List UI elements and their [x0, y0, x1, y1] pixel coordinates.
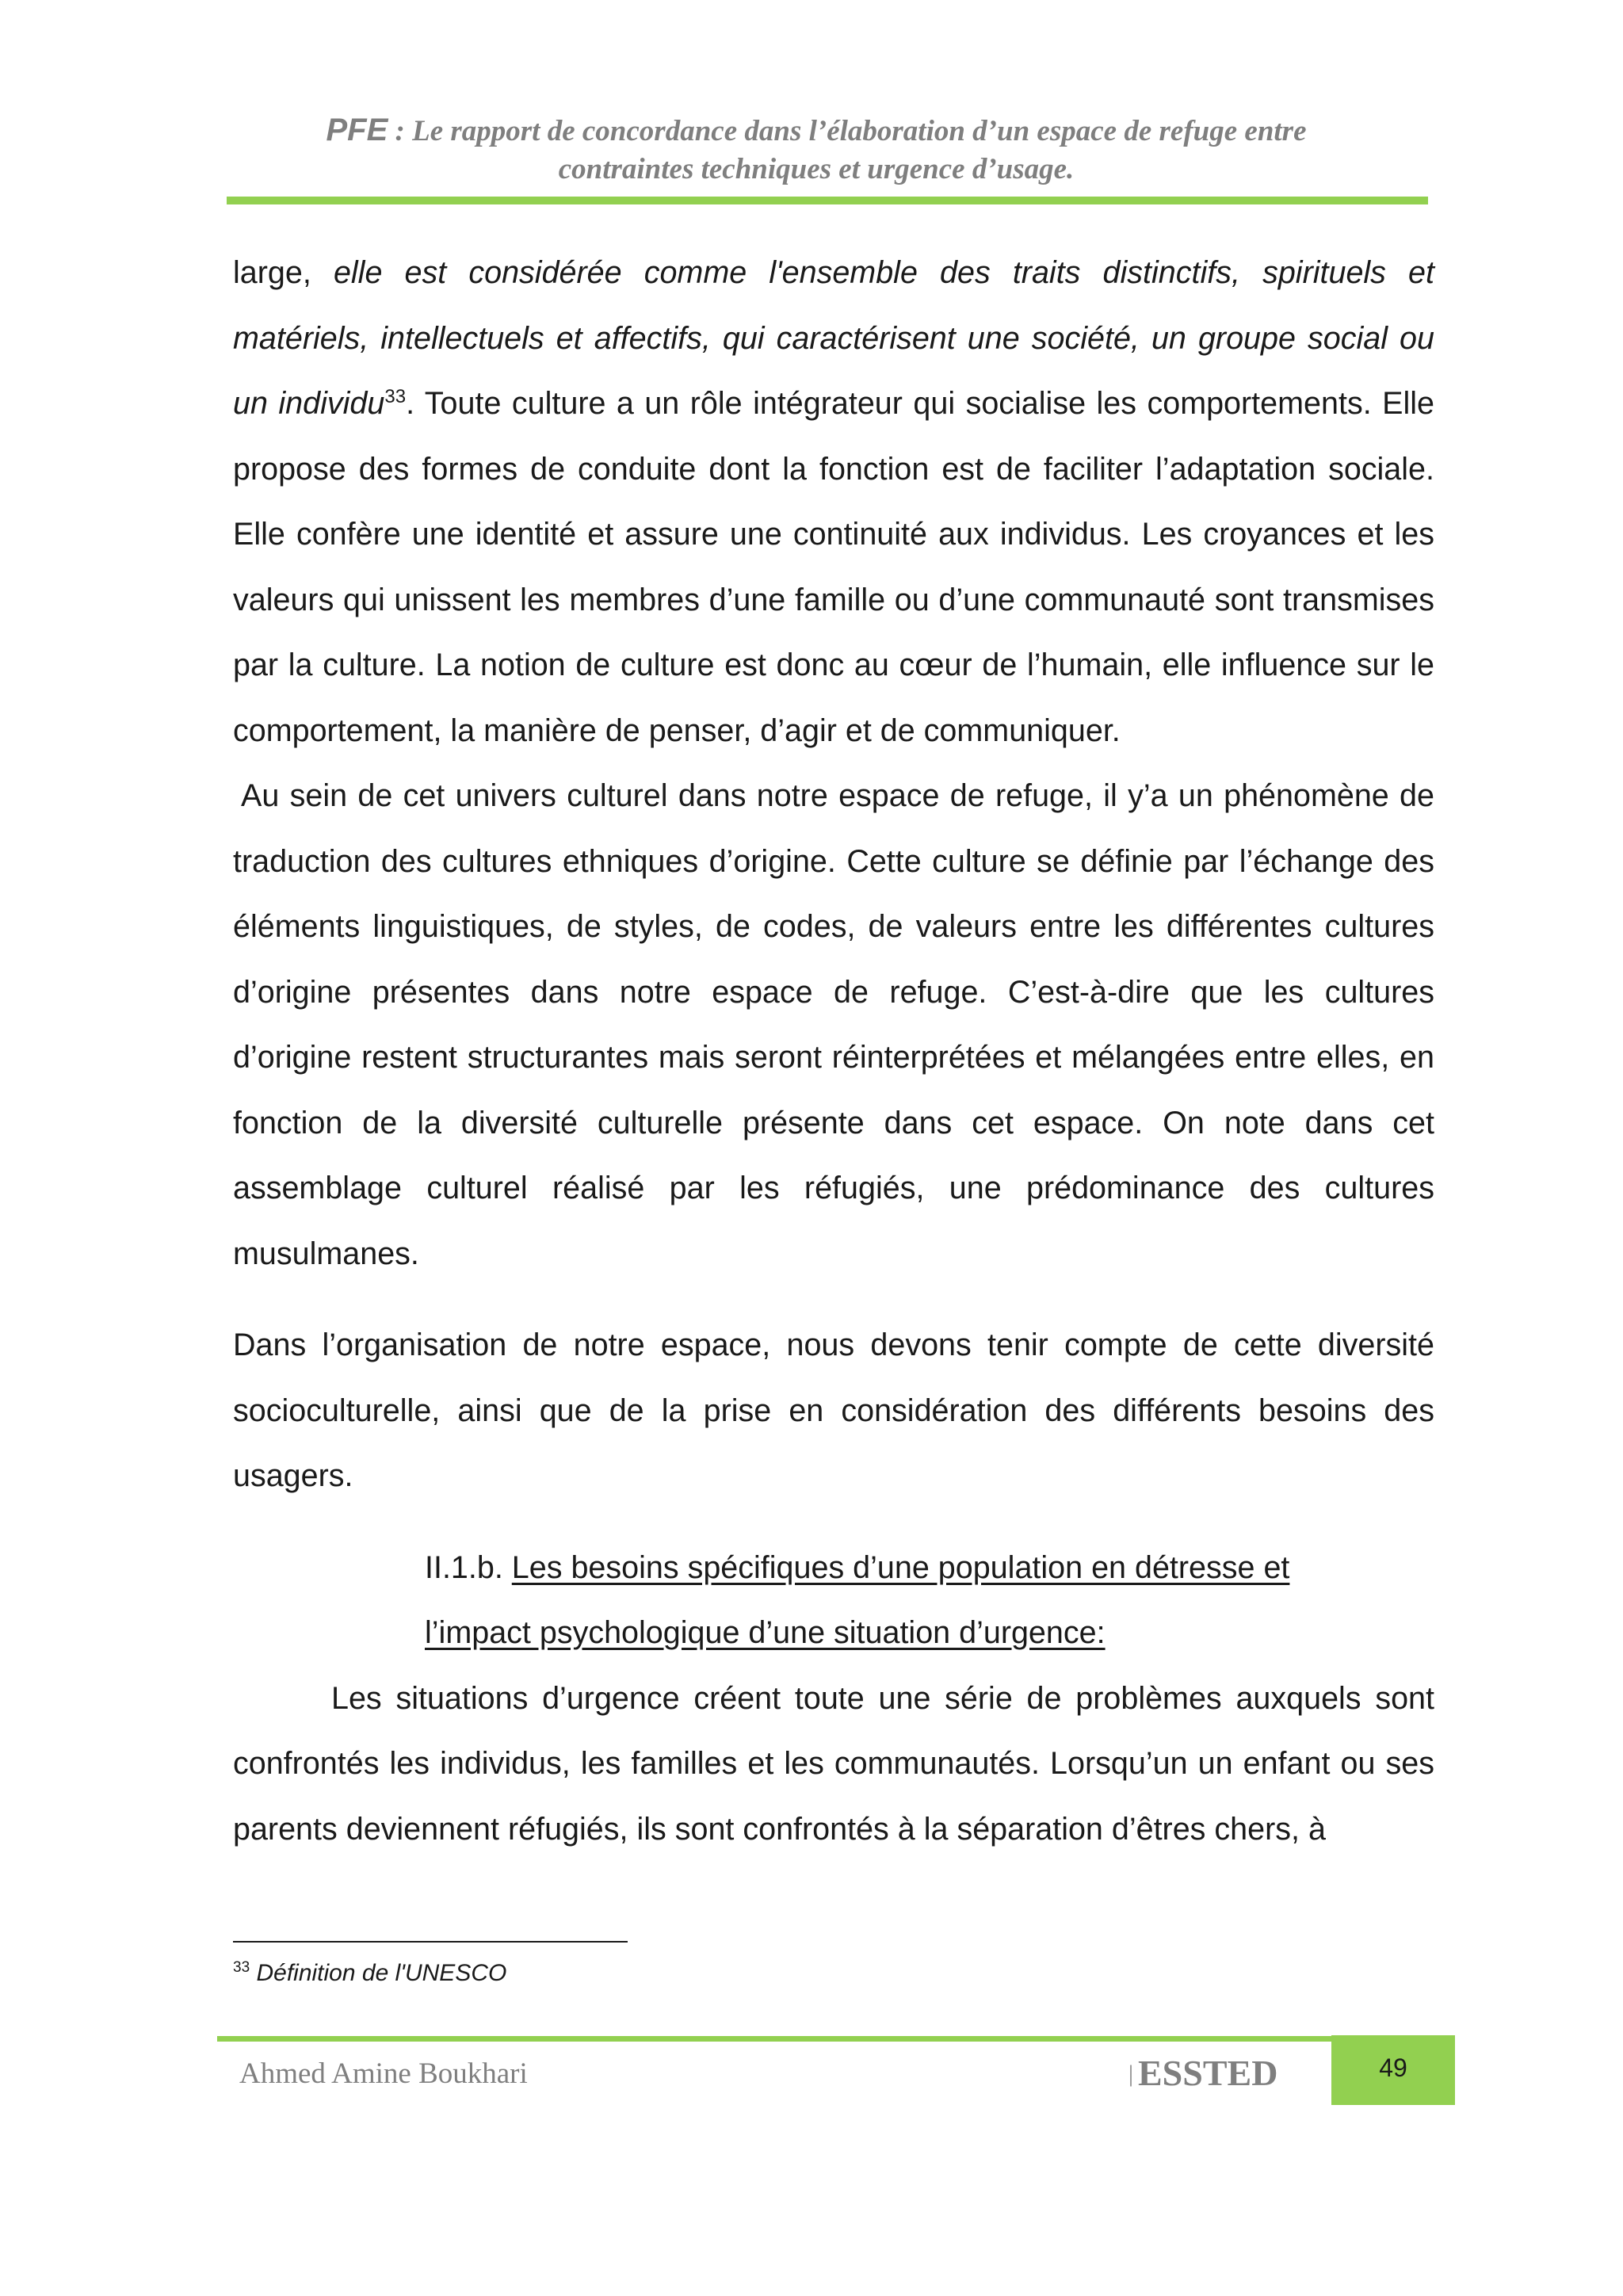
footnote-text: Définition de l'UNESCO — [250, 1960, 507, 1986]
footer-author: Ahmed Amine Boukhari — [239, 2057, 528, 2090]
paragraph-2: Au sein de cet univers culturel dans notre espace de refuge, il y’a un phénomène de traduction des cultures ethniques d’origine. Cette culture se définie par l’échange des éléments linguistiques, de styles, de codes, de valeurs entre les différentes cultures d’origine présentes dans notre espace de refuge. C’est-à-dire que les cultures d’origine restent structurantes mais seront réinterprétées et mélangées entre elles, en fonction de la diversité culturelle présente dans cet espace. On note dans cet assemblage culturel réalisé par les réfugiés, une prédominance des cultures musulmanes. — [233, 778, 1434, 1271]
footer-school: ESSTED — [1138, 2053, 1278, 2093]
header-rule — [227, 197, 1428, 204]
section-subheading — [233, 1535, 1434, 1666]
footnote — [233, 1958, 506, 1989]
header-title-part-1: : Le rapport de concordance dans l’élaboration d’un espace de refuge entre — [388, 115, 1307, 147]
body-text — [233, 240, 1434, 1862]
footer-separator: | — [1128, 2061, 1134, 2087]
header-pfe: PFE — [326, 113, 388, 147]
subheading-number: II.1.b. — [425, 1549, 512, 1585]
paragraph-1-lead: large, — [233, 255, 334, 290]
page-number: 49 — [1379, 2053, 1407, 2082]
footer-rule — [217, 2036, 1335, 2042]
header-line-1 — [222, 111, 1411, 151]
paragraph-1-definition: elle est considérée comme l'ensemble des traits distinctifs, spirituels et matériels, intellectuels et affectifs, qui caractérisent une société, un groupe social ou un individu — [233, 255, 1434, 421]
subheading-title: Les besoins spécifiques d’une population en détresse et l’impact psychologique d’une situation d’urgence: — [425, 1549, 1290, 1650]
footnote-number: 33 — [233, 1959, 250, 1976]
footnote-separator — [233, 1941, 628, 1943]
running-header — [222, 111, 1411, 189]
paragraph-1 — [233, 240, 1434, 763]
header-line-2: contraintes techniques et urgence d’usage. — [558, 153, 1075, 185]
page-number-box — [1331, 2035, 1455, 2105]
footnote-reference[interactable]: 33 — [384, 385, 407, 407]
paragraph-1-rest: . Toute culture a un rôle intégrateur qui socialise les comportements. Elle propose des formes de conduite dont la fonction est de faciliter l’adaptation sociale. Elle confère une identité et assure une continuité aux individus. Les croyances et les valeurs qui unissent les membres d’une famille ou d’une communauté sont transmises par la culture. La notion de culture est donc au cœur de l’humain, elle influence sur le comportement, la manière de penser, d’agir et de communiquer. — [233, 386, 1434, 748]
paragraph-4: Les situations d’urgence créent toute une série de problèmes auxquels sont confrontés les individus, les familles et les communautés. Lorsqu’un un enfant ou ses parents deviennent réfugiés, ils sont confrontés à la séparation d’êtres chers, à — [233, 1680, 1434, 1847]
paragraph-3: Dans l’organisation de notre espace, nous devons tenir compte de cette diversité socioculturelle, ainsi que de la prise en considération des différents besoins des usagers. — [233, 1328, 1434, 1493]
